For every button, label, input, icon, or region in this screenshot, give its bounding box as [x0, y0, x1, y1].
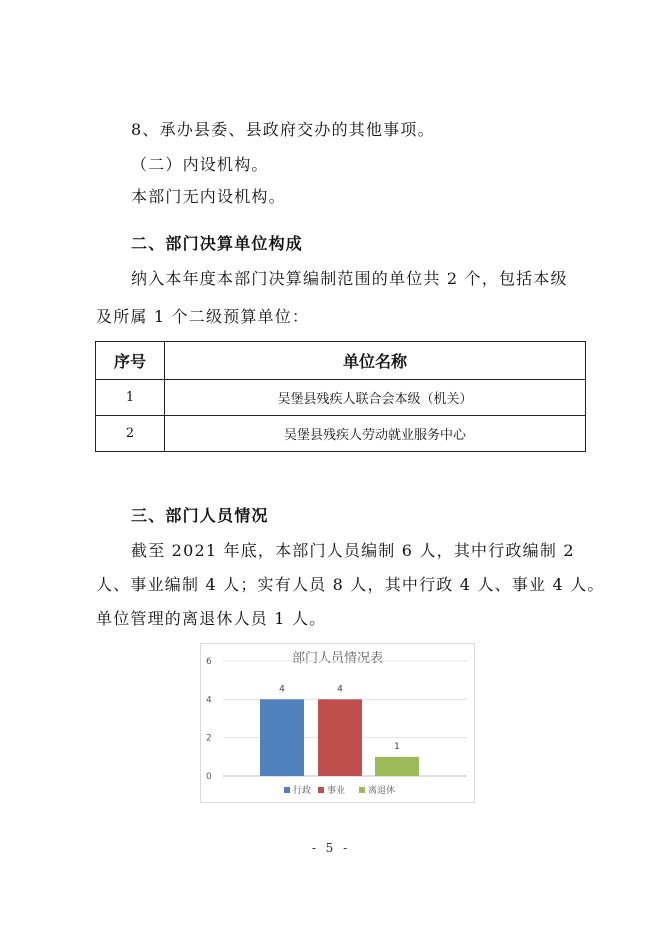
chart-title: 部门人员情况表	[291, 651, 383, 666]
page-number: - 5 -	[311, 841, 351, 855]
legend-label: 事业	[327, 786, 346, 796]
row-unit-name: 吴堡县残疾人联合会本级（机关）	[165, 380, 586, 416]
staff-chart	[200, 643, 475, 803]
chart-plot	[201, 644, 474, 802]
legend-label: 离退休	[368, 786, 396, 796]
section-2-para-line-1: 纳入本年度本部门决算编制范围的单位共 2 个，包括本级	[131, 269, 568, 288]
subsection-title: （二）内设机构。	[131, 155, 269, 174]
bar-离退休	[375, 757, 419, 776]
y-tick-label: 0	[206, 772, 212, 782]
bar-事业	[318, 699, 362, 776]
header-index: 序号	[96, 342, 165, 380]
row-index: 1	[96, 380, 165, 416]
units-table	[95, 341, 586, 452]
item-8-text: 8、承办县委、县政府交办的其他事项。	[131, 120, 435, 139]
y-tick-label: 6	[206, 657, 212, 667]
y-tick-label: 4	[206, 695, 212, 706]
section-3-heading: 三、部门人员情况	[131, 506, 269, 525]
table-row	[96, 416, 586, 452]
section-3-para-line-1: 截至 2021 年底，本部门人员编制 6 人，其中行政编制 2	[131, 541, 575, 560]
section-2-heading: 二、部门决算单位构成	[131, 234, 304, 253]
bar-行政	[260, 699, 304, 776]
table-row	[96, 380, 586, 416]
table-header-row	[96, 342, 586, 380]
header-unit-name: 单位名称	[165, 342, 586, 380]
section-2-para-line-2: 及所属 1 个二级预算单位：	[96, 307, 310, 326]
section-3-para-line-2: 人、事业编制 4 人；实有人员 8 人，其中行政 4 人、事业 4 人。	[96, 575, 605, 594]
legend-swatch	[359, 787, 365, 793]
y-tick-label: 2	[206, 733, 212, 744]
row-index: 2	[96, 416, 165, 452]
data-label: 1	[394, 741, 400, 752]
section-3-para-line-3: 单位管理的离退休人员 1 人。	[96, 609, 327, 628]
legend-label: 行政	[293, 786, 312, 796]
data-label: 4	[337, 684, 343, 695]
no-subunit-text: 本部门无内设机构。	[131, 187, 286, 206]
legend-swatch	[284, 787, 290, 793]
data-label: 4	[279, 684, 285, 695]
row-unit-name: 吴堡县残疾人劳动就业服务中心	[165, 416, 586, 452]
legend-swatch	[318, 787, 324, 793]
